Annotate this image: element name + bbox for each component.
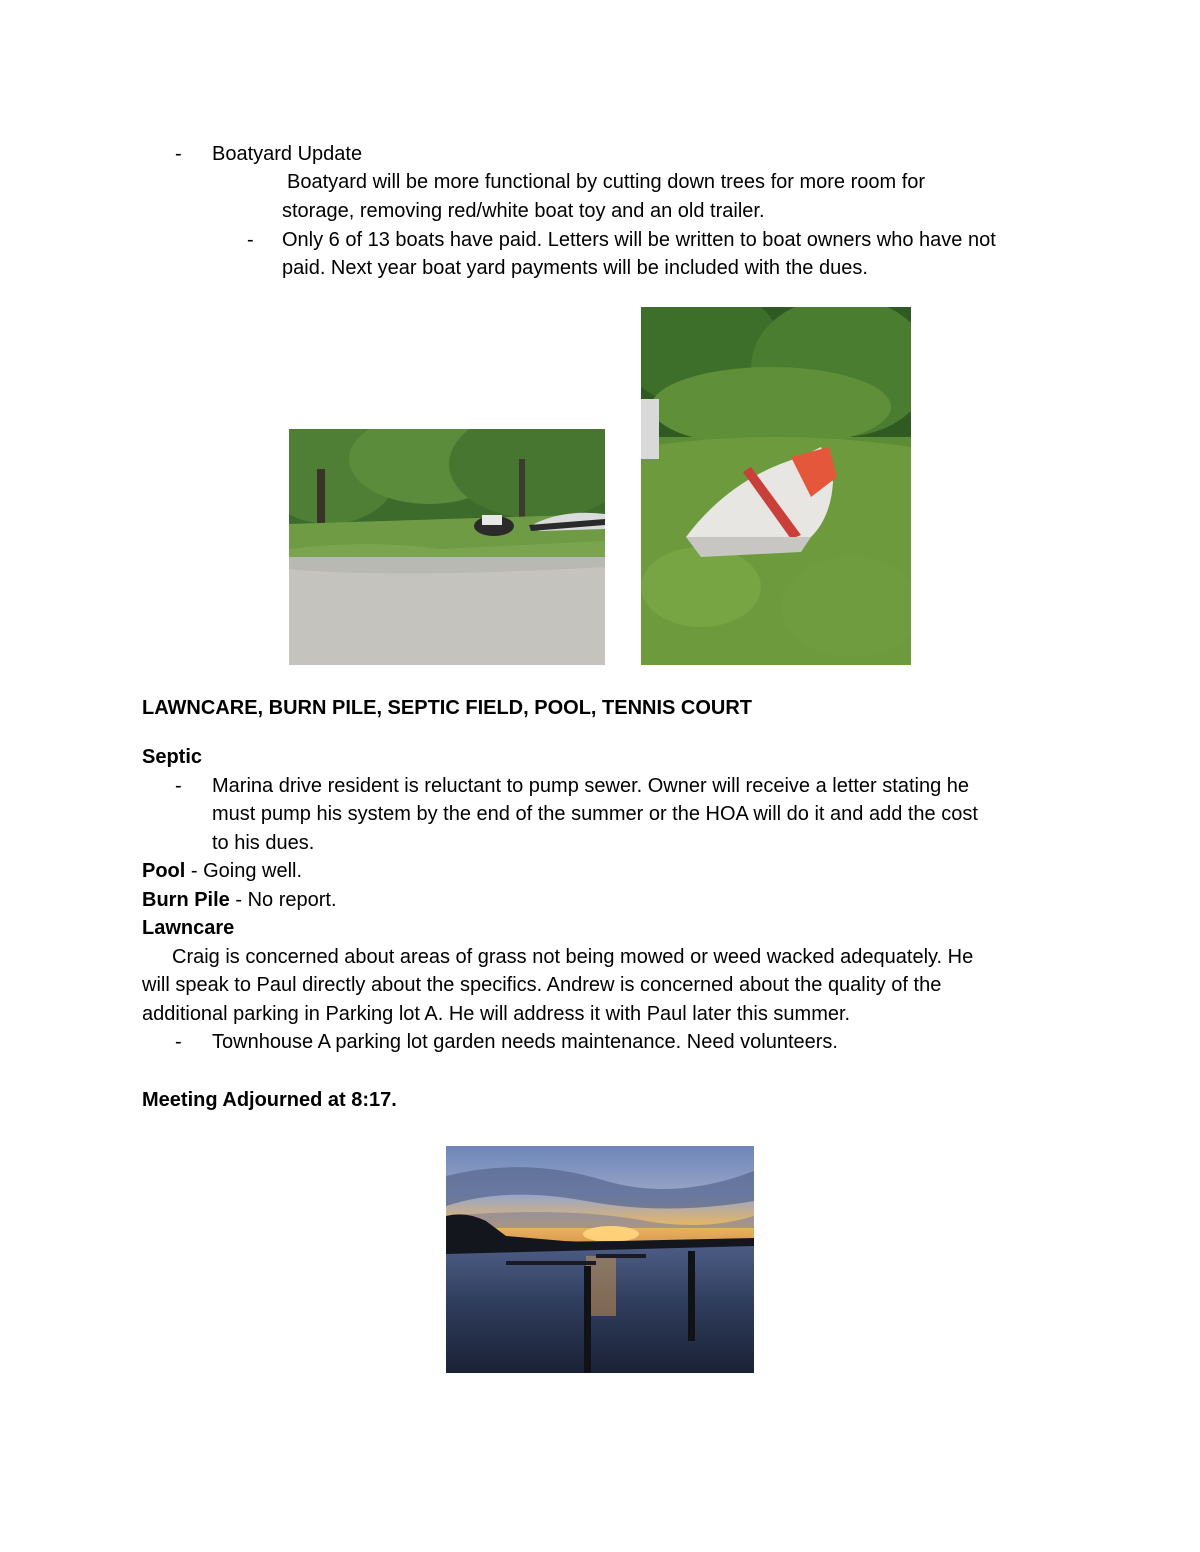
- boatyard-photo-image: [289, 429, 605, 665]
- burn-pile-line: [142, 886, 337, 914]
- lawncare-heading: [142, 914, 234, 942]
- boat-toy-photo-image: [641, 307, 911, 665]
- section-heading: [142, 694, 752, 722]
- bullet-dash: -: [247, 229, 254, 251]
- lawncare-paragraph-line: will speak to Paul directly about the specifics. Andrew is concerned about the quality of the: [142, 974, 942, 996]
- bullet-dash: -: [175, 775, 182, 797]
- septic-bullet-line: to his dues.: [212, 832, 315, 854]
- boatyard-paragraph-line: storage, removing red/white boat toy and an old trailer.: [282, 200, 765, 222]
- meeting-adjourned: [142, 1086, 397, 1114]
- burn-pile-label: Burn Pile: [142, 889, 230, 911]
- boatyard-bullet-line: Only 6 of 13 boats have paid. Letters will be written to boat owners who have not: [282, 229, 996, 251]
- septic-heading: [142, 743, 202, 771]
- septic-heading-text: Septic: [142, 746, 203, 768]
- bullet-dash: -: [175, 143, 182, 165]
- boat-toy-photo: [641, 307, 911, 665]
- pool-text: - Going well.: [185, 860, 303, 882]
- lawncare-bullet: Townhouse A parking lot garden needs maintenance. Need volunteers.: [212, 1031, 838, 1053]
- pool-label: Pool: [142, 860, 186, 882]
- lawncare-paragraph-line: additional parking in Parking lot A. He will address it with Paul later this summer.: [142, 1003, 851, 1025]
- boatyard-photo: [289, 429, 605, 665]
- section-heading-text: LAWNCARE, BURN PILE, SEPTIC FIELD, POOL, TENNIS COURT: [142, 697, 753, 719]
- septic-bullet-line: must pump his system by the end of the summer or the HOA will do it and add the cost: [212, 803, 978, 825]
- burn-pile-text: - No report.: [229, 889, 337, 911]
- boatyard-title: Boatyard Update: [212, 143, 363, 165]
- meeting-adjourned-text: Meeting Adjourned at 8:17.: [142, 1089, 397, 1111]
- boatyard-bullet-line: paid. Next year boat yard payments will be included with the dues.: [282, 257, 868, 279]
- lawncare-paragraph-line: Craig is concerned about areas of grass not being mowed or weed wacked adequately. He: [172, 946, 974, 968]
- sunset-photo-image: [446, 1146, 754, 1373]
- septic-bullet-line: Marina drive resident is reluctant to pump sewer. Owner will receive a letter stating he: [212, 775, 970, 797]
- lawncare-heading-text: Lawncare: [142, 917, 235, 939]
- boatyard-paragraph-line: Boatyard will be more functional by cutting down trees for more room for: [287, 171, 926, 193]
- pool-line: [142, 857, 302, 885]
- sunset-photo: [446, 1146, 754, 1373]
- bullet-dash: -: [175, 1031, 182, 1053]
